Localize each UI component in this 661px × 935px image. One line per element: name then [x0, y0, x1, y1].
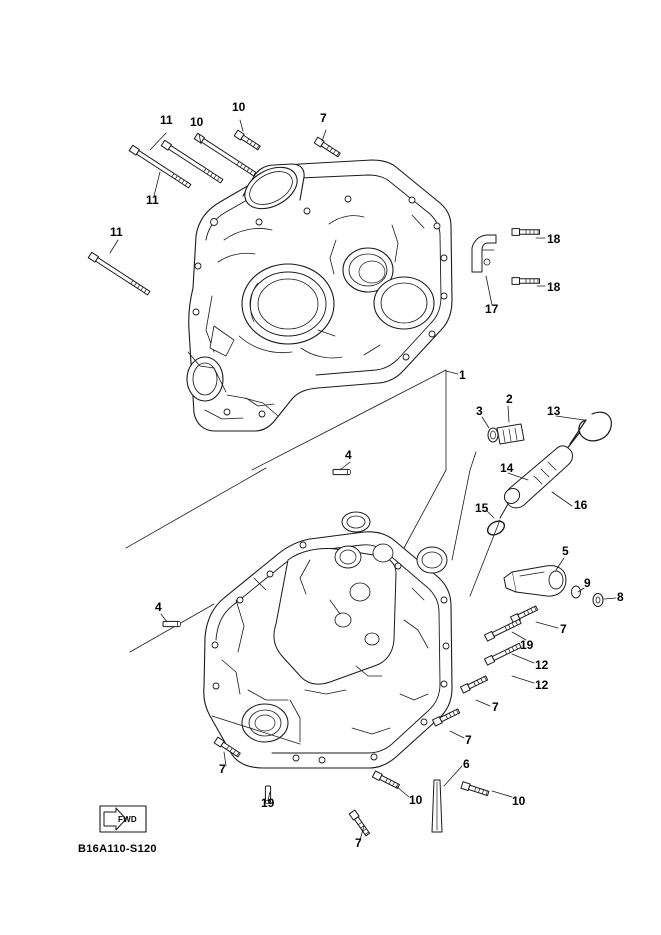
callout-13[interactable]: 13	[547, 404, 561, 418]
callout-9[interactable]: 9	[584, 576, 591, 590]
callout-6[interactable]: 6	[463, 757, 470, 771]
diagram-part-code: B16A110-S120	[78, 843, 157, 855]
callout-7-bottom[interactable]: 7	[355, 836, 362, 850]
callout-7-mid-right[interactable]: 7	[492, 700, 499, 714]
callout-8[interactable]: 8	[617, 590, 624, 604]
callout-10-top[interactable]: 10	[232, 100, 246, 114]
callout-19-bottom[interactable]: 19	[261, 796, 275, 810]
callout-15[interactable]: 15	[475, 501, 489, 515]
callout-12-upper[interactable]: 12	[535, 658, 549, 672]
callout-3[interactable]: 3	[476, 404, 483, 418]
callout-10-top-left[interactable]: 10	[190, 115, 204, 129]
callout-1[interactable]: 1	[459, 368, 466, 382]
callout-4-lower[interactable]: 4	[155, 600, 162, 614]
callout-19-right[interactable]: 19	[520, 638, 534, 652]
callout-7-right[interactable]: 7	[560, 622, 567, 636]
callout-7-top[interactable]: 7	[320, 111, 327, 125]
callout-2[interactable]: 2	[506, 392, 513, 406]
callout-18-upper[interactable]: 18	[547, 232, 561, 246]
callout-12-lower[interactable]: 12	[535, 678, 549, 692]
callout-10-bottom-right[interactable]: 10	[512, 794, 526, 808]
callout-17[interactable]: 17	[485, 302, 499, 316]
callout-7-bottom-left[interactable]: 7	[219, 762, 226, 776]
callout-7-bottom-right[interactable]: 7	[465, 733, 472, 747]
callout-4-upper[interactable]: 4	[345, 448, 352, 462]
callout-11-left[interactable]: 11	[110, 225, 123, 239]
callout-18-lower[interactable]: 18	[547, 280, 561, 294]
callout-5[interactable]: 5	[562, 544, 569, 558]
callout-10-bottom-left[interactable]: 10	[409, 793, 423, 807]
callout-11-mid[interactable]: 11	[146, 193, 159, 207]
callout-11-top[interactable]: 11	[160, 113, 173, 127]
fwd-arrow-label: FWD	[118, 815, 137, 824]
callout-14[interactable]: 14	[500, 461, 514, 475]
callout-16[interactable]: 16	[574, 498, 588, 512]
